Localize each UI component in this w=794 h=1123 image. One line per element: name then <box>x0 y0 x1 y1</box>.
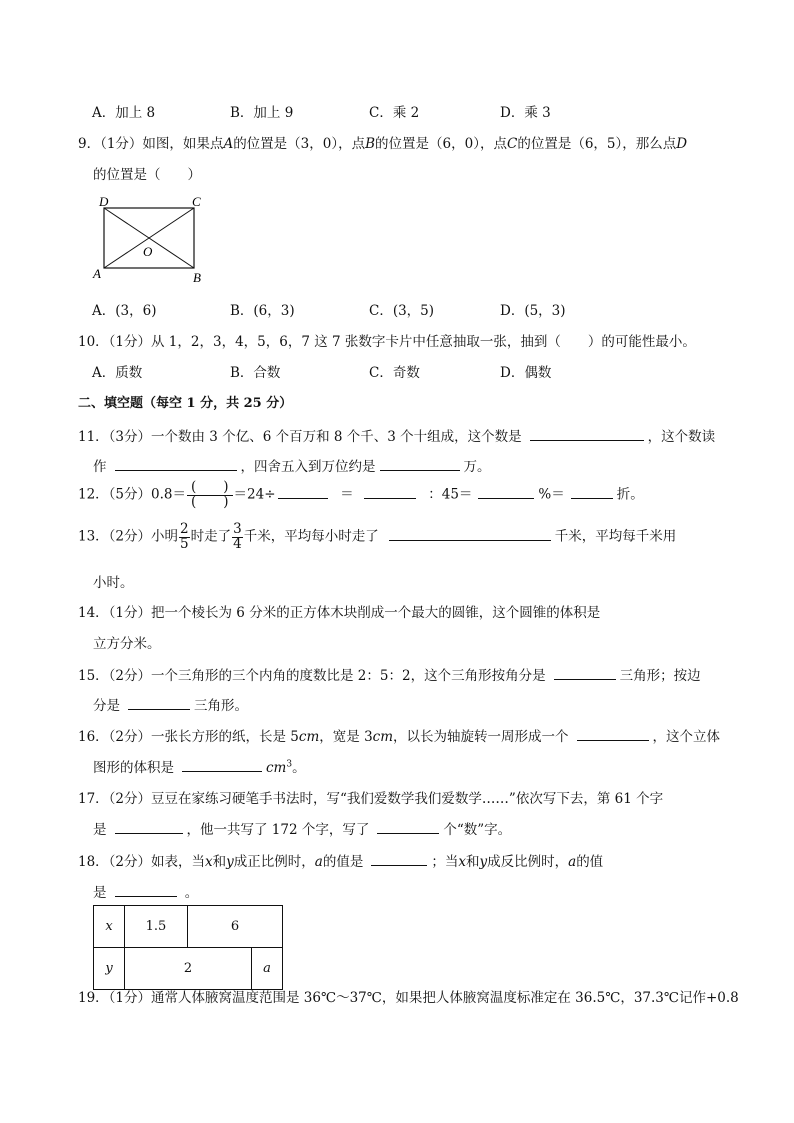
q12-blank-divisor[interactable] <box>278 484 328 499</box>
q15-line1: 15．（2分）一个三角形的三个内角的度数比是 2：5：2，这个三角形按角分是 三角形；按边 <box>78 664 701 684</box>
label-a: A <box>93 266 101 281</box>
q14-line1: 14．（1分）把一个棱长为 6 分米的正方体木块削成一个最大的圆锥，这个圆锥的体积是 <box>78 605 601 621</box>
q16-blank-solid[interactable] <box>577 726 649 741</box>
q9-question-line2: 的位置是（ ） <box>93 167 201 183</box>
q12-line: 12．（5分）0.8＝ $\frac{( )}{( )}$ ＝24÷ ＝ ：45＝ %＝ 折。 <box>78 479 644 510</box>
q11-blank-rounded[interactable] <box>380 456 460 471</box>
q11-blank-reading[interactable] <box>115 456 237 471</box>
q10-option-c: C．奇数 <box>369 365 420 381</box>
q18-line2: 是 。 <box>93 881 198 901</box>
q12-blank-percent[interactable] <box>478 484 534 499</box>
cell-a: a <box>263 961 271 976</box>
q10-option-d: D．偶数 <box>500 365 552 381</box>
table-row-x: x 1.5 6 <box>94 906 283 948</box>
section-heading-fill-blank: 二、填空题（每空 1 分，共 25 分） <box>78 396 293 411</box>
q9-option-b: B．(6，3) <box>230 303 295 319</box>
q19-line1: 19．（1分）通常人体腋窝温度范围是 36℃～37℃，如果把人体腋窝温度标准定在 36.5℃，37.3℃记作+0.8 <box>78 990 739 1006</box>
q18-blank-direct[interactable] <box>371 851 427 866</box>
q9-option-c: C．(3，5) <box>369 303 435 319</box>
q13-blank-km-per-hour[interactable] <box>389 526 551 541</box>
q14-line2: 立方分米。 <box>93 636 161 652</box>
q16-blank-volume[interactable] <box>182 757 262 772</box>
q11-blank-number[interactable] <box>530 426 644 441</box>
q8-option-d: D．乘 3 <box>500 105 551 121</box>
table-row-y: y 2 a <box>94 948 283 990</box>
q9-question: 9．（1分）如图，如果点A的位置是（3，0），点B的位置是（6，0），点C的位置是（6，5），那么点D <box>78 136 688 152</box>
q13-line2: 小时。 <box>93 575 134 591</box>
label-d: D <box>99 194 109 209</box>
q9-rectangle-figure <box>90 193 210 285</box>
q11-line1: 11．（3分）一个数由 3 个亿、6 个百万和 8 个千、3 个十组成，这个数是 ，这个数读 <box>78 425 715 445</box>
label-o: O <box>143 244 153 259</box>
q8-option-a: A．加上 8 <box>92 105 156 121</box>
q13-fraction-time: $\frac{2}{5}$ <box>180 521 189 552</box>
q18-line1: 18．（2分）如表，当x和y成正比例时，a的值是 ；当x和y成反比例时，a的值 <box>78 850 603 870</box>
q17-line2: 是 ，他一共写了 172 个字，写了 个“数”字。 <box>93 818 511 838</box>
cell-y-1: 2 <box>125 948 252 990</box>
q10-option-b: B．合数 <box>230 365 281 381</box>
q10-option-a: A．质数 <box>92 365 143 381</box>
q15-line2: 分是 三角形。 <box>93 694 248 714</box>
q9-option-d: D．(5，3) <box>500 303 566 319</box>
q15-blank-side-type[interactable] <box>128 695 190 710</box>
q17-blank-count[interactable] <box>377 819 439 834</box>
q18-blank-inverse[interactable] <box>115 882 177 897</box>
q11-line2: 作 ，四舍五入到万位约是 万。 <box>93 455 491 475</box>
q16-line2: 图形的体积是 $cm^3$。 <box>93 756 306 776</box>
label-b: B <box>193 270 201 285</box>
q17-blank-61st-char[interactable] <box>115 819 183 834</box>
q18-table <box>93 905 283 990</box>
q13-fraction-distance: $\frac{3}{4}$ <box>233 521 242 552</box>
q16-line1: 16．（2分）一张长方形的纸，长是 5cm，宽是 3cm，以长为轴旋转一周形成一个 ，这个立体 <box>78 725 720 745</box>
q12-fraction-blank[interactable]: $\frac{( )}{( )}$ <box>187 481 233 509</box>
label-c: C <box>192 194 201 209</box>
q12-blank-discount[interactable] <box>571 484 613 499</box>
q17-line1: 17．（2分）豆豆在家练习硬笔手书法时，写“我们爱数学我们爱数学……”依次写下去，第 61 个字 <box>78 791 664 807</box>
q12-blank-ratio[interactable] <box>364 484 416 499</box>
q10-question: 10．（1分）从 1，2，3，4，5，6，7 这 7 张数字卡片中任意抽取一张，抽到（ ）的可能性最小。 <box>78 334 696 350</box>
q15-blank-angle-type[interactable] <box>554 665 616 680</box>
q8-option-b: B．加上 9 <box>230 105 294 121</box>
cell-x-1: 1.5 <box>125 906 188 948</box>
q8-option-c: C．乘 2 <box>369 105 420 121</box>
cell-x-2: 6 <box>188 906 283 948</box>
q9-option-a: A．(3，6) <box>92 303 157 319</box>
q13-line1: 13．（2分）小明 $\frac{2}{5}$ 时走了 $\frac{3}{4}$ 千米，平均每小时走了 千米，平均每千米用 <box>78 521 677 552</box>
